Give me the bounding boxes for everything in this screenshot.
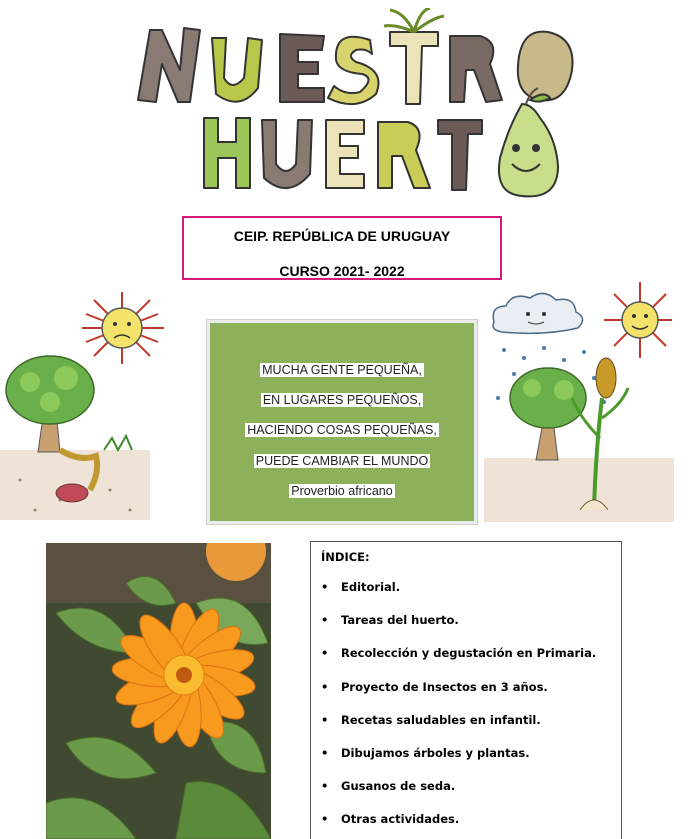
school-info-box <box>182 216 502 280</box>
index-item-label: Tareas del huerto. <box>341 613 459 627</box>
index-item-label: Gusanos de seda. <box>341 779 456 793</box>
bullet-icon: • <box>321 680 329 694</box>
index-item-dibujamos <box>321 746 530 760</box>
bullet-icon: • <box>321 646 329 660</box>
bullet-icon: • <box>321 713 329 727</box>
title-row-1 <box>138 28 573 104</box>
calendula-flower-photo <box>46 543 271 839</box>
index-item-recetas <box>321 713 541 727</box>
index-item-label: Recolección y degustación en Primaria. <box>341 646 597 660</box>
title-logo-art <box>120 8 590 198</box>
course-year: CURSO 2021- 2022 <box>279 263 405 279</box>
letter-r <box>450 36 502 102</box>
quote-line-3: HACIENDO COSAS PEQUEÑAS, <box>247 423 437 437</box>
quote-source: Proverbio africano <box>291 484 393 498</box>
index-item-insectos <box>321 680 548 694</box>
quote-line-4: PUEDE CAMBIAR EL MUNDO <box>255 454 429 468</box>
palm-tuft <box>384 8 444 32</box>
bullet-icon: • <box>321 613 329 627</box>
index-item-label: Otras actividades. <box>341 812 460 826</box>
letter-e <box>280 34 324 102</box>
letter-o <box>518 32 573 101</box>
index-item-label: Editorial. <box>341 580 401 594</box>
letter-u2 <box>262 120 312 188</box>
quote-line-1: MUCHA GENTE PEQUEÑA, <box>262 363 422 377</box>
index-item-tareas <box>321 613 459 627</box>
quote-line-2: EN LUGARES PEQUEÑOS, <box>262 393 422 407</box>
index-item-otras <box>321 812 459 826</box>
letter-s <box>328 37 379 104</box>
index-item-editorial <box>321 580 400 594</box>
index-box <box>310 541 622 839</box>
index-item-label: Proyecto de Insectos en 3 años. <box>341 680 548 694</box>
bullet-icon: • <box>321 812 329 826</box>
bullet-icon: • <box>321 779 329 793</box>
tree-seed-illustration <box>0 350 150 520</box>
letter-e2 <box>326 120 364 188</box>
title-row-2 <box>204 118 482 190</box>
index-item-label: Recetas saludables en infantil. <box>341 713 541 727</box>
letter-n <box>138 28 200 102</box>
letter-u <box>212 38 262 102</box>
pear-character <box>499 88 558 196</box>
index-item-label: Dibujamos árboles y plantas. <box>341 746 530 760</box>
letter-t <box>390 32 438 104</box>
letter-r2 <box>378 122 430 188</box>
index-item-recoleccion <box>321 646 596 660</box>
letter-t2 <box>438 120 482 190</box>
letter-h <box>204 118 250 188</box>
bullet-icon: • <box>321 580 329 594</box>
bullet-icon: • <box>321 746 329 760</box>
school-name: CEIP. REPÚBLICA DE URUGUAY <box>233 228 451 244</box>
quote-box <box>207 320 477 524</box>
index-item-gusanos <box>321 779 455 793</box>
cloud-rain-plant-illustration <box>484 278 674 522</box>
index-title: ÍNDICE: <box>321 550 370 564</box>
